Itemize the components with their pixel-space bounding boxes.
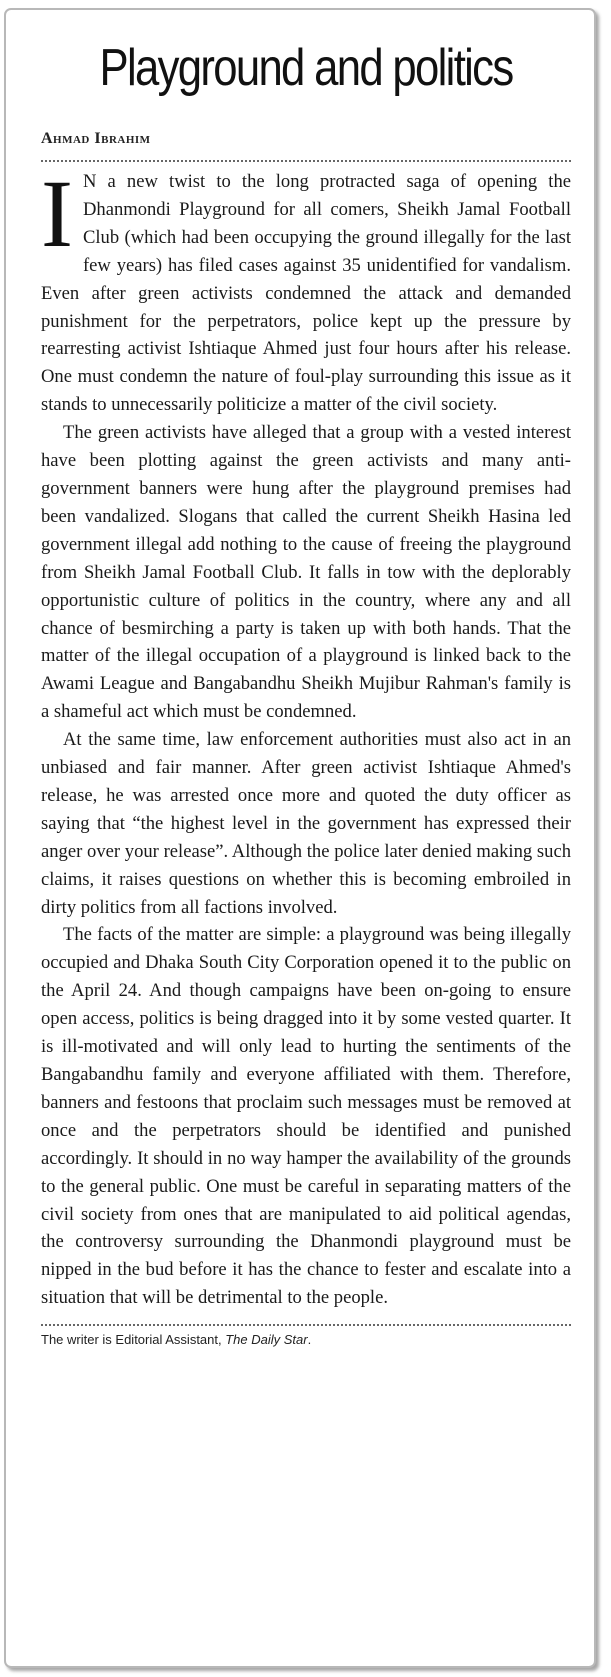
publication-name: The Daily Star	[225, 1332, 308, 1348]
author-note-text: The writer is Editorial Assistant,	[41, 1332, 226, 1348]
lead-paragraph	[41, 160, 571, 419]
body-paragraph: At the same time, law enforcement authorities must also act in an unbiased and fair manner. After green activist Ishtiaque Ahmed's release, he was arrested once more and quoted the duty officer as saying that “the highest level in the government has expressed their anger over your release”. Although the police later denied making such claims, it raises questions on whether this is becoming embroiled in dirty politics from all factions involved.	[41, 729, 571, 918]
author-note	[41, 1332, 571, 1347]
body-paragraph: The green activists have alleged that a group with a vested interest have been plotting against the green activists and many anti-government banners were hung after the playground premises had been vandalized. Slogans that called the current Sheikh Hasina led government illegal add nothing to the cause of freeing the playground from Sheikh Jamal Football Club. It falls in tow with the deplorably opportunistic culture of politics in the country, where any and all chance of besmirching a party is taken up with both hands. That the matter of the illegal occupation of a playground is linked back to the Awami League and Bangabandhu Sheikh Mujibur Rahman's family is a shameful act which must be condemned.	[41, 422, 571, 723]
drop-cap: I	[41, 160, 73, 267]
headline: Playground and politics	[99, 39, 513, 97]
article-body	[41, 160, 571, 1312]
body-paragraph: The facts of the matter are simple: a playground was being illegally occupied and Dhaka South City Corporation opened it to the public on the April 24. And though campaigns have been on-going to ensure open access, politics is being dragged into it by some vested quarter. It is ill-motivated and will only lead to hurting the sentiments of the Bangabandhu family and everyone affiliated with them. Therefore, banners and festoons that proclaim such messages must be removed at once and the perpetrators should be identified and punished accordingly. It should in no way hamper the availability of the grounds to the general public. One must be careful in separating matters of the civil society from ones that are manipulated to aid political agendas, the controversy surrounding the Dhanmondi playground must be nipped in the bud before it has the chance to fester and escalate into a situation that will be detrimental to the people.	[41, 924, 571, 1309]
author-note-end: .	[307, 1332, 312, 1348]
byline-divider	[41, 160, 571, 162]
article-clipping	[4, 8, 596, 1668]
footer-divider	[41, 1324, 571, 1326]
byline: Ahmad Ibrahim	[41, 130, 151, 147]
lead-paragraph-text: N a new twist to the long protracted saga of opening the Dhanmondi Playground for all comers, Sheikh Jamal Football Club (which had been occupying the ground illegally for the last few years) has filed cases against 35 unidentified for vandalism. Even after green activists condemned the attack and demanded punishment for the perpetrators, police kept up the pressure by rearresting activist Ishtiaque Ahmed just four hours after his release. One must condemn the nature of foul-play surrounding this issue as it stands to unnecessarily politicize a matter of the civil society.	[41, 171, 571, 416]
article-content	[41, 10, 571, 1347]
